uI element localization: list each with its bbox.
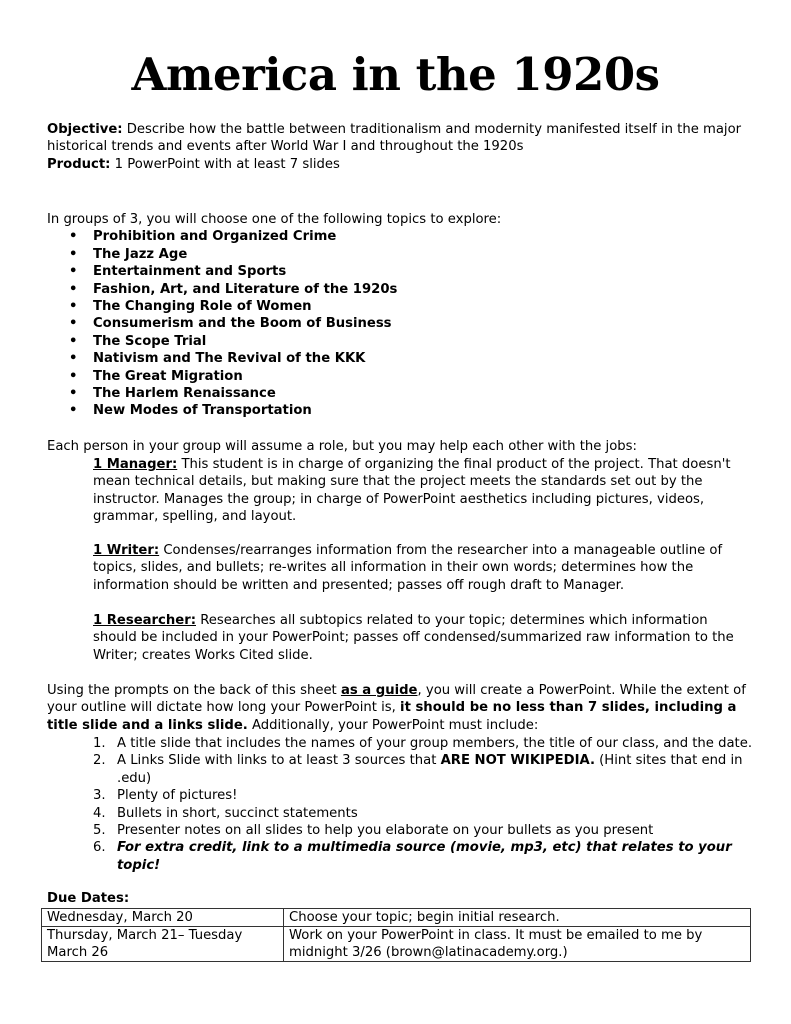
objective-label: Objective:: [47, 122, 123, 137]
requirement-text: Presenter notes on all slides to help you elaborate on your bullets as you present: [117, 823, 654, 839]
due-task-cell: Work on your PowerPoint in class. It must be emailed to me by midnight 3/26 (brown@latinacademy.org.): [284, 927, 751, 962]
requirement-item: [93, 822, 753, 839]
topics-list: [47, 228, 752, 419]
requirement-number: 6.: [93, 840, 106, 856]
prompts-text: Using the prompts on the back of this sheet: [47, 683, 341, 698]
page-title: America in the 1920s: [131, 48, 660, 101]
requirement-hint: (Hint sites that end in .edu): [117, 753, 743, 786]
objective-block: [47, 121, 752, 173]
due-dates-heading: Due Dates:: [47, 891, 130, 906]
topic-item: • Consumerism and the Boom of Business: [47, 315, 752, 332]
role-label: 1 Researcher:: [93, 613, 196, 628]
roles-intro: Each person in your group will assume a role, but you may help each other with the jobs:: [47, 439, 637, 454]
due-date-cell: Wednesday, March 20: [42, 909, 284, 927]
prompts-text: , you will create a PowerPoint. While the extent of your outline will dictate how long your PowerPoint is,: [47, 683, 746, 716]
topics-section: [47, 211, 752, 420]
requirement-item: [93, 805, 753, 822]
requirement-item-extra-credit: [93, 839, 753, 874]
prompts-text: Additionally, your PowerPoint must include:: [247, 717, 539, 733]
requirement-text: Plenty of pictures!: [117, 788, 238, 804]
role-researcher: [93, 612, 753, 664]
topics-intro: In groups of 3, you will choose one of the following topics to explore:: [47, 212, 502, 227]
table-row: [42, 927, 751, 962]
topic-item: • The Changing Role of Women: [47, 298, 752, 315]
topic-item: • The Great Migration: [47, 368, 752, 385]
requirement-number: 3.: [93, 788, 106, 804]
objective-text: Describe how the battle between traditionalism and modernity manifested itself in the major historical trends and events after World War I and throughout the 1920s: [47, 122, 742, 155]
requirement-text: A title slide that includes the names of your group members, the title of our class, and the date.: [117, 736, 753, 751]
topic-item: • The Scope Trial: [47, 333, 752, 350]
requirement-emphasis: ARE NOT WIKIPEDIA.: [440, 753, 595, 769]
guide-emphasis: as a guide: [340, 683, 418, 698]
role-label: 1 Writer:: [93, 543, 160, 558]
table-row: [42, 909, 751, 927]
role-text: Researches all subtopics related to your topic; determines which information should be included in your PowerPoint; passes off condensed/summarized raw information to the Writer; creates Works Cited slide.: [93, 613, 734, 663]
requirements-block: [93, 735, 753, 874]
topic-item: • New Modes of Transportation: [47, 402, 752, 419]
topic-item: • The Harlem Renaissance: [47, 385, 752, 402]
objective-line: [47, 121, 752, 156]
requirement-text: Bullets in short, succinct statements: [117, 805, 358, 821]
requirements-list: [93, 735, 753, 874]
requirement-item: [93, 735, 753, 752]
requirement-item: [93, 787, 753, 804]
requirement-item: [93, 752, 753, 787]
topic-item: • Fashion, Art, and Literature of the 1920s: [47, 281, 752, 298]
role-text: Condenses/rearranges information from the researcher into a manageable outline of topics, slides, and bullets; re-writes all information in their own words; determines how the information should be written and presented; passes off rough draft to Manager.: [93, 543, 723, 593]
requirement-number: 1.: [93, 736, 106, 751]
requirement-number: 4.: [93, 805, 106, 821]
topic-item: • Prohibition and Organized Crime: [47, 228, 752, 245]
topic-item: • Nativism and The Revival of the KKK: [47, 350, 752, 367]
prompts-paragraph: [47, 682, 752, 734]
topic-item: • The Jazz Age: [47, 246, 752, 263]
topic-item: • Entertainment and Sports: [47, 263, 752, 280]
role-label: 1 Manager:: [93, 457, 178, 472]
role-manager: [93, 456, 753, 526]
due-dates-table: [41, 908, 751, 962]
due-task-cell: Choose your topic; begin initial research.: [284, 909, 751, 927]
requirement-text: For extra credit, link to a multimedia source (movie, mp3, etc) that relates to your topic!: [117, 840, 732, 873]
product-text: 1 PowerPoint with at least 7 slides: [110, 156, 340, 172]
requirement-number: 5.: [93, 823, 106, 839]
slide-requirement-emphasis: it should be no less than 7 slides, including a title slide and a links slide.: [47, 700, 737, 733]
role-text: This student is in charge of organizing the final product of the project. That doesn't mean technical details, but making sure that the project meets the standards set out by the instructor. Manages the group; in charge of PowerPoint aesthetics including pictures, videos, grammar, spelling, and layout.: [93, 457, 731, 525]
requirement-number: 2.: [93, 753, 106, 769]
role-writer: [93, 542, 753, 594]
product-line: [47, 156, 752, 173]
product-label: Product:: [47, 156, 111, 172]
due-date-cell: Thursday, March 21– Tuesday March 26: [42, 927, 284, 962]
requirement-text: A Links Slide with links to at least 3 sources that: [117, 753, 441, 769]
